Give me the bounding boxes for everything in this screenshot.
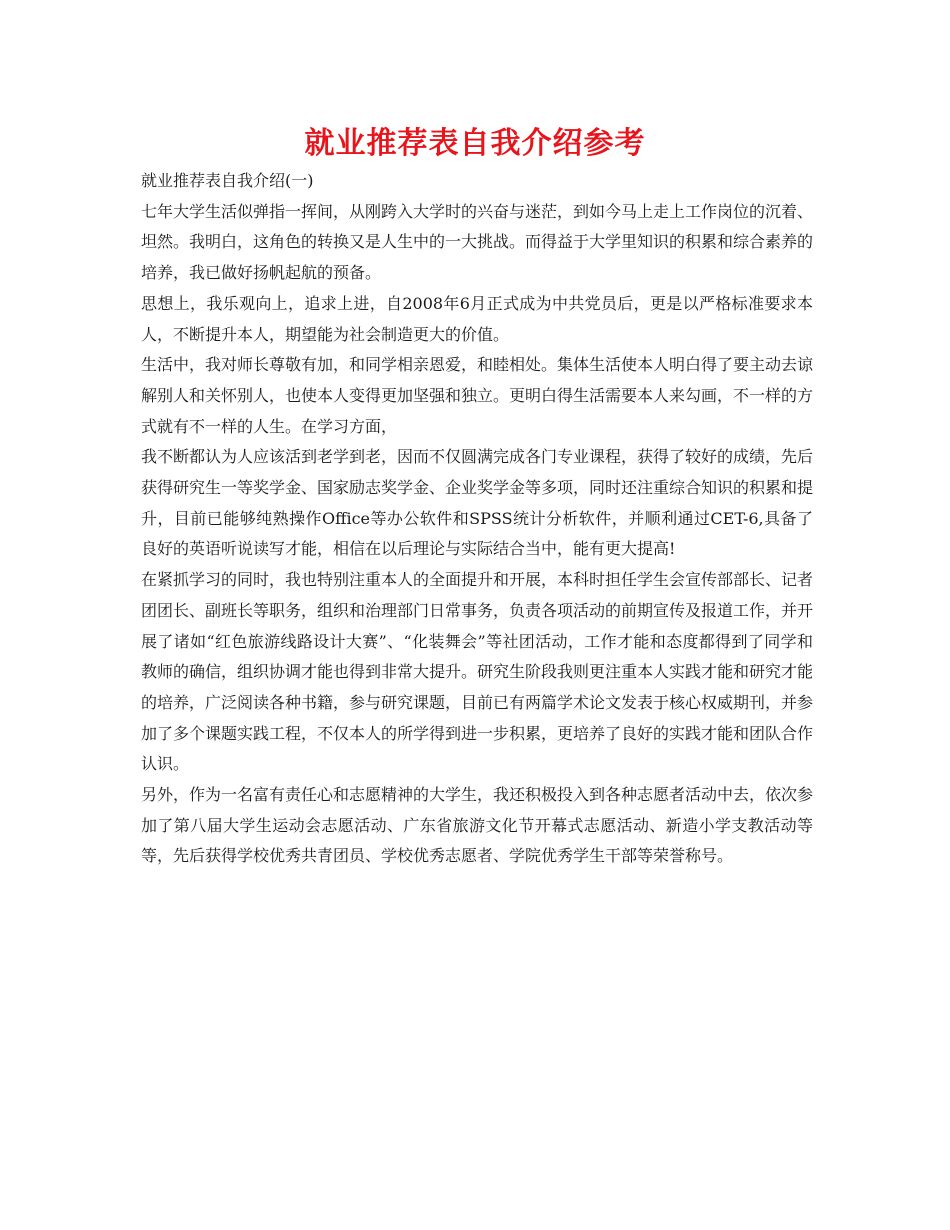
paragraph: 在紧抓学习的同时，我也特别注重本人的全面提升和开展，本科时担任学生会宣传部部长、记者团团长、副班长等职务，组织和治理部门日常事务，负责各项活动的前期宣传及报道工作，并开展了诸如“红色旅游线路设计大赛”、“化装舞会”等社团活动，工作才能和态度都得到了同学和教师的确信，组织协调才能也得到非常大提升。研究生阶段我则更注重本人实践才能和研究才能的培养，广泛阅读各种书籍，参与研究课题，目前已有两篇学术论文发表于核心权威期刊，并参加了多个课题实践工程，不仅本人的所学得到进一步积累，更培养了良好的实践才能和团队合作认识。 [141, 570, 814, 774]
document-body [141, 166, 813, 872]
paragraph-heading: 就业推荐表自我介绍(一) [141, 171, 314, 190]
paragraph: 我不断都认为人应该活到老学到老，因而不仅圆满完成各门专业课程，获得了较好的成绩，先后获得研究生一等奖学金、国家励志奖学金、企业奖学金等多项，同时还注重综合知识的积累和提升，目前已能够纯熟操作Office等办公软件和SPSS统计分析软件，并顺利通过CET-6,具备了良好的英语听说读写才能，相信在以后理论与实际结合当中，能有更大提高! [141, 447, 814, 559]
paragraph: 生活中，我对师长尊敬有加，和同学相亲恩爱，和睦相处。集体生活使本人明白得了要主动去谅解别人和关怀别人，也使本人变得更加坚强和独立。更明白得生活需要本人来勾画，不一样的方式就有不一样的人生。在学习方面， [141, 355, 814, 436]
document-title: 就业推荐表自我介绍参考 [304, 126, 646, 161]
paragraph: 思想上，我乐观向上，追求上进，自2008年6月正式成为中共党员后，更是以严格标准要求本人，不断提升本人，期望能为社会制造更大的价值。 [141, 293, 813, 344]
paragraph: 另外，作为一名富有责任心和志愿精神的大学生，我还积极投入到各种志愿者活动中去，依次参加了第八届大学生运动会志愿活动、广东省旅游文化节开幕式志愿活动、新造小学支教活动等等，先后获得学校优秀共青团员、学校优秀志愿者、学院优秀学生干部等荣誉称号。 [141, 785, 814, 866]
paragraph: 七年大学生活似弹指一挥间，从刚跨入大学时的兴奋与迷茫，到如今马上走上工作岗位的沉着、坦然。我明白，这角色的转换又是人生中的一大挑战。而得益于大学里知识的积累和综合素养的培养，我已做好扬帆起航的预备。 [141, 201, 814, 283]
